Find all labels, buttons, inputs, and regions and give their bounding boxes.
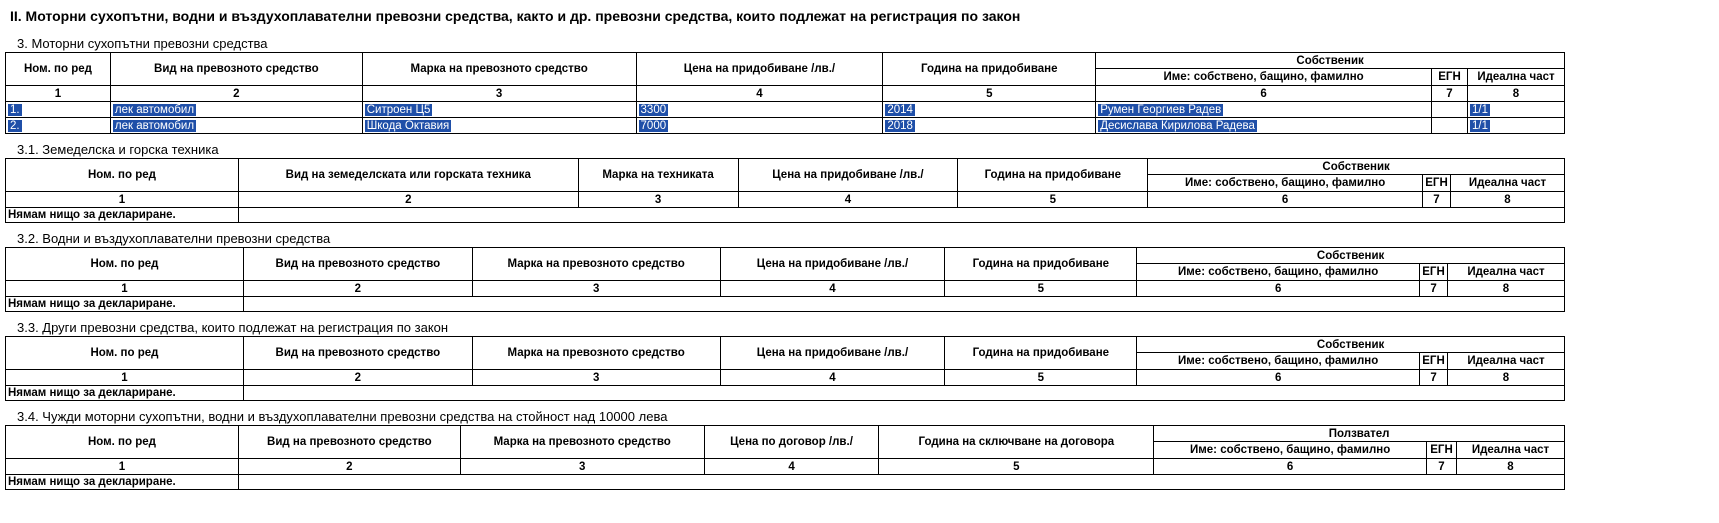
col-header-price: Цена на придобиване /лв./ [738, 159, 958, 192]
col-number: 7 [1423, 192, 1451, 208]
col-number: 7 [1420, 370, 1448, 386]
table-row [6, 102, 1565, 118]
cell-number[interactable]: 1. [10, 103, 20, 116]
cell-year[interactable]: 2014 [887, 103, 913, 116]
section-title-3-1: 3.1. Земеделска и горска техника [17, 142, 219, 157]
empty-cell [243, 386, 1564, 401]
col-header-share: Идеална част [1451, 175, 1565, 192]
col-header-owner-name: Име: собствено, бащино, фамилно [1148, 175, 1423, 192]
col-header-egn: ЕГН [1420, 264, 1448, 281]
col-header-owner: Собственик [1096, 53, 1565, 69]
cell-brand[interactable]: Шкода Октавия [366, 119, 450, 132]
col-number: 1 [6, 281, 244, 297]
col-header-share: Идеална част [1448, 353, 1565, 370]
col-number: 6 [1148, 192, 1423, 208]
col-number: 2 [238, 459, 460, 475]
col-header-share: Идеална част [1468, 69, 1565, 86]
col-number: 8 [1468, 86, 1565, 102]
vehicles-table [5, 52, 1565, 134]
cell-share[interactable]: 1/1 [1472, 119, 1488, 132]
col-header-number: Ном. по ред [6, 426, 239, 459]
empty-cell [243, 297, 1564, 312]
col-header-owner-name: Име: собствено, бащино, фамилно [1137, 264, 1420, 281]
col-header-type: Вид на земеделската или горската техника [238, 159, 578, 192]
col-header-number: Ном. по ред [6, 159, 239, 192]
col-header-owner: Собственик [1137, 248, 1565, 264]
col-number: 3 [578, 192, 738, 208]
cell-number[interactable]: 2. [10, 119, 20, 132]
col-number: 5 [945, 370, 1137, 386]
col-header-owner-name: Име: собствено, бащино, фамилно [1096, 69, 1432, 86]
col-header-owner: Собственик [1137, 337, 1565, 353]
col-header-price: Цена по договор /лв./ [704, 426, 879, 459]
empty-note: Нямам нищо за деклариране. [6, 208, 239, 223]
cell-price[interactable]: 7000 [640, 119, 667, 132]
col-header-year: Година на придобиване [945, 248, 1137, 281]
col-number: 4 [720, 370, 945, 386]
col-number: 5 [879, 459, 1154, 475]
col-number: 2 [243, 281, 472, 297]
col-number: 8 [1448, 281, 1565, 297]
other-vehicles-table [5, 336, 1565, 401]
col-number: 4 [704, 459, 879, 475]
col-header-price: Цена на придобиване /лв./ [720, 248, 945, 281]
foreign-vehicles-table [5, 425, 1565, 490]
col-number: 3 [472, 281, 720, 297]
col-header-brand: Марка на техниката [578, 159, 738, 192]
col-number: 5 [958, 192, 1148, 208]
col-number: 8 [1448, 370, 1565, 386]
cell-egn [1432, 102, 1468, 118]
section-title-3-4: 3.4. Чужди моторни сухопътни, водни и въздухоплавателни превозни средства на стойност над 10000 лева [17, 409, 668, 424]
col-header-number: Ном. по ред [6, 248, 244, 281]
section-title-3-3: 3.3. Други превозни средства, които подлежат на регистрация по закон [17, 320, 449, 335]
col-header-user: Ползвател [1154, 426, 1565, 442]
col-header-type: Вид на превозното средство [243, 248, 472, 281]
col-header-brand: Марка на превозното средство [460, 426, 704, 459]
col-number: 8 [1451, 192, 1565, 208]
empty-note: Нямам нищо за деклариране. [6, 475, 239, 490]
col-number: 5 [883, 86, 1096, 102]
col-header-year: Година на сключване на договора [879, 426, 1154, 459]
col-number: 1 [6, 192, 239, 208]
col-number: 3 [472, 370, 720, 386]
col-number: 7 [1432, 86, 1468, 102]
col-number: 6 [1154, 459, 1427, 475]
col-number: 1 [6, 459, 239, 475]
col-header-brand: Марка на превозното средство [472, 248, 720, 281]
col-header-owner-name: Име: собствено, бащино, фамилно [1137, 353, 1420, 370]
col-number: 3 [362, 86, 636, 102]
cell-owner-name[interactable]: Румен Георгиев Радев [1100, 103, 1222, 116]
col-header-egn: ЕГН [1420, 353, 1448, 370]
section-title-3: 3. Моторни сухопътни превозни средства [17, 36, 268, 51]
col-number: 4 [636, 86, 883, 102]
col-header-share: Идеална част [1457, 442, 1565, 459]
col-number: 8 [1457, 459, 1565, 475]
col-number: 6 [1137, 370, 1420, 386]
col-header-year: Година на придобиване [958, 159, 1148, 192]
col-header-owner: Собственик [1148, 159, 1565, 175]
col-number: 7 [1420, 281, 1448, 297]
col-number: 5 [945, 281, 1137, 297]
col-number: 4 [738, 192, 958, 208]
cell-egn [1432, 118, 1468, 134]
col-header-owner-name: Име: собствено, бащино, фамилно [1154, 442, 1427, 459]
col-number: 7 [1427, 459, 1457, 475]
col-number: 1 [6, 86, 111, 102]
cell-type[interactable]: лек автомобил [114, 119, 195, 132]
empty-note: Нямам нищо за деклариране. [6, 297, 244, 312]
col-header-brand: Марка на превозното средство [472, 337, 720, 370]
col-header-year: Година на придобиване [883, 53, 1096, 86]
col-header-year: Година на придобиване [945, 337, 1137, 370]
col-number: 4 [720, 281, 945, 297]
col-header-share: Идеална част [1448, 264, 1565, 281]
col-header-number: Ном. по ред [6, 53, 111, 86]
main-title: II. Моторни сухопътни, водни и въздухоплавателни превозни средства, както и др. превозни средства, които подлежат на регистрация по закон [10, 8, 1021, 24]
cell-share[interactable]: 1/1 [1472, 103, 1488, 116]
empty-cell [238, 475, 1564, 490]
col-number: 6 [1137, 281, 1420, 297]
table-row [6, 118, 1565, 134]
cell-price[interactable]: 3300 [640, 103, 667, 116]
col-number: 2 [243, 370, 472, 386]
cell-year[interactable]: 2018 [887, 119, 913, 132]
section-title-3-2: 3.2. Водни и въздухоплавателни превозни средства [17, 231, 331, 246]
water-air-table [5, 247, 1565, 312]
col-header-type: Вид на превозното средство [238, 426, 460, 459]
col-header-number: Ном. по ред [6, 337, 244, 370]
col-header-type: Вид на превозното средство [110, 53, 362, 86]
cell-type[interactable]: лек автомобил [114, 103, 195, 116]
agri-table [5, 158, 1565, 223]
col-number: 2 [238, 192, 578, 208]
col-header-egn: ЕГН [1432, 69, 1468, 86]
col-number: 1 [6, 370, 244, 386]
empty-note: Нямам нищо за деклариране. [6, 386, 244, 401]
col-number: 3 [460, 459, 704, 475]
col-header-egn: ЕГН [1423, 175, 1451, 192]
col-header-price: Цена на придобиване /лв./ [720, 337, 945, 370]
col-number: 6 [1096, 86, 1432, 102]
col-number: 2 [110, 86, 362, 102]
empty-cell [238, 208, 1564, 223]
col-header-brand: Марка на превозното средство [362, 53, 636, 86]
cell-brand[interactable]: Ситроен Ц5 [366, 103, 431, 116]
cell-owner-name[interactable]: Десислава Кирилова Радева [1100, 119, 1255, 132]
col-header-egn: ЕГН [1427, 442, 1457, 459]
col-header-type: Вид на превозното средство [243, 337, 472, 370]
col-header-price: Цена на придобиване /лв./ [636, 53, 883, 86]
